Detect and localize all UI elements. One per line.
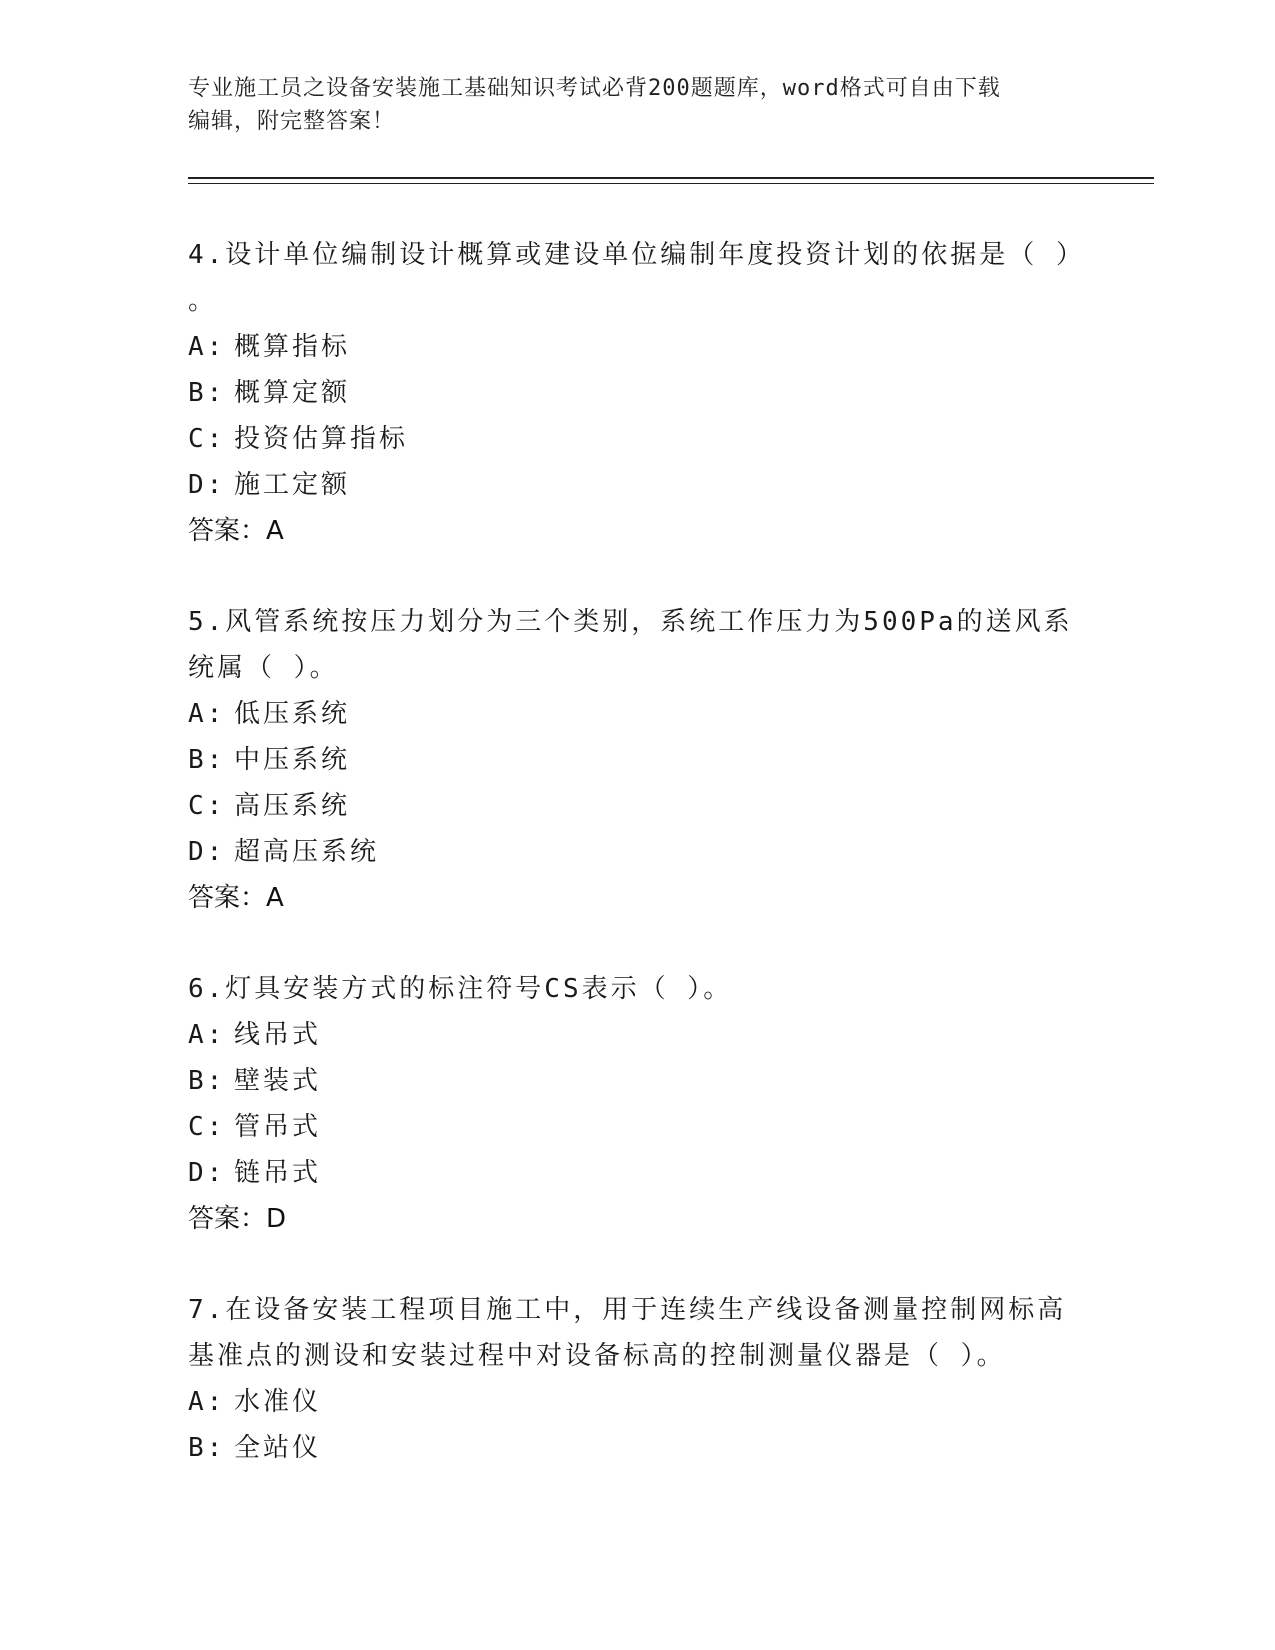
question-block — [188, 966, 1088, 1242]
question-text-continued: 。 — [188, 286, 218, 316]
option-text: 壁装式 — [234, 1066, 322, 1096]
answer-option — [188, 416, 1088, 462]
option-text: 高压系统 — [234, 791, 351, 821]
question-text-continued: 统属（ ）。 — [188, 653, 339, 683]
option-letter: B: — [188, 1433, 226, 1463]
answer-option — [188, 370, 1088, 416]
option-letter: C: — [188, 1112, 226, 1142]
answer-option — [188, 1012, 1088, 1058]
document-header — [188, 72, 1088, 138]
option-letter: B: — [188, 378, 226, 408]
option-letter: D: — [188, 837, 226, 867]
answer-key: 答案：D — [188, 1204, 287, 1234]
option-letter: A: — [188, 1387, 226, 1417]
question-text-continued: 基准点的测设和安装过程中对设备标高的控制测量仪器是（ ）。 — [188, 1341, 1006, 1371]
question-block — [188, 1287, 1088, 1471]
option-letter: D: — [188, 470, 226, 500]
answer-option — [188, 1150, 1088, 1196]
option-letter: B: — [188, 1066, 226, 1096]
header-line-1: 专业施工员之设备安装施工基础知识考试必背200题题库，word格式可自由下载 — [188, 76, 1001, 101]
header-line-2: 编辑，附完整答案！ — [188, 109, 396, 134]
option-text: 低压系统 — [234, 699, 351, 729]
answer-option — [188, 1379, 1088, 1425]
option-text: 超高压系统 — [234, 837, 380, 867]
option-text: 中压系统 — [234, 745, 351, 775]
option-text: 投资估算指标 — [234, 424, 409, 454]
question-text: 7.在设备安装工程项目施工中，用于连续生产线设备测量控制网标高 — [188, 1295, 1067, 1325]
answer-option — [188, 783, 1088, 829]
option-letter: A: — [188, 699, 226, 729]
answer-option — [188, 1058, 1088, 1104]
question-text: 4.设计单位编制设计概算或建设单位编制年度投资计划的依据是（ ） — [188, 240, 1085, 270]
question-text: 6.灯具安装方式的标注符号CS表示（ ）。 — [188, 974, 733, 1004]
question-text: 5.风管系统按压力划分为三个类别，系统工作压力为500Pa的送风系 — [188, 607, 1073, 637]
answer-option — [188, 691, 1088, 737]
option-letter: A: — [188, 332, 226, 362]
option-text: 链吊式 — [234, 1158, 322, 1188]
answer-option — [188, 829, 1088, 875]
answer-option — [188, 462, 1088, 508]
question-block — [188, 232, 1088, 554]
answer-option — [188, 1425, 1088, 1471]
answer-option — [188, 1104, 1088, 1150]
question-list — [188, 232, 1088, 1516]
answer-option — [188, 324, 1088, 370]
header-divider-thick — [188, 177, 1154, 179]
option-text: 全站仪 — [234, 1433, 322, 1463]
option-letter: D: — [188, 1158, 226, 1188]
answer-option — [188, 737, 1088, 783]
option-text: 概算指标 — [234, 332, 351, 362]
option-text: 线吊式 — [234, 1020, 322, 1050]
answer-key: 答案：A — [188, 883, 284, 913]
option-letter: A: — [188, 1020, 226, 1050]
option-text: 概算定额 — [234, 378, 351, 408]
option-letter: C: — [188, 424, 226, 454]
option-letter: B: — [188, 745, 226, 775]
option-text: 管吊式 — [234, 1112, 322, 1142]
option-text: 施工定额 — [234, 470, 351, 500]
option-letter: C: — [188, 791, 226, 821]
header-divider-thin — [188, 183, 1154, 184]
answer-key: 答案：A — [188, 516, 284, 546]
option-text: 水准仪 — [234, 1387, 322, 1417]
question-block — [188, 599, 1088, 921]
